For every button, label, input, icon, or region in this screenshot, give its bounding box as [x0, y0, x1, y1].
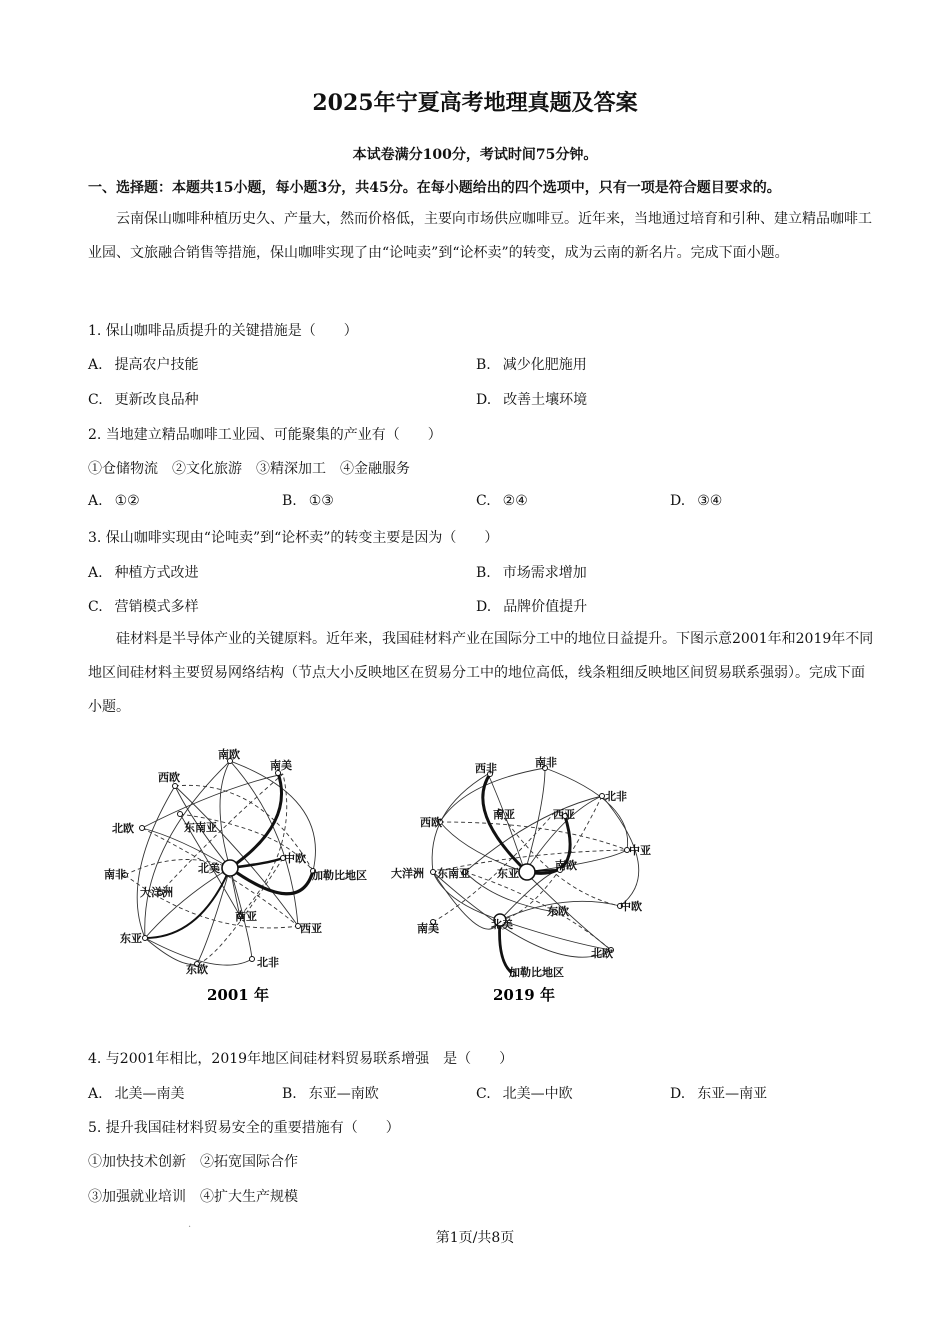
q2-option-c[interactable]: C. ②④	[476, 493, 528, 509]
node-label: 中亚	[629, 844, 651, 857]
node-label: 加勒比地区	[312, 869, 367, 882]
node-label: 南美	[270, 759, 292, 772]
node-label: 南美	[417, 922, 439, 935]
node-label: 大洋洲	[391, 867, 424, 880]
node-label: 南亚	[235, 910, 257, 923]
footer-mark: ·	[188, 1222, 192, 1233]
node-label: 东亚	[497, 867, 519, 880]
question-5-stem: 5. 提升我国硅材料贸易安全的重要措施有（ ）	[88, 1120, 400, 1136]
q3-option-d[interactable]: D. 品牌价值提升	[476, 599, 588, 615]
page-number: 第1页/共8页	[435, 1230, 515, 1246]
node-label: 东南亚	[437, 867, 470, 880]
node-label: 北美	[198, 862, 220, 875]
node-label: 北美	[491, 918, 513, 931]
node-label: 东亚	[120, 932, 142, 945]
node-label: 加勒比地区	[509, 966, 564, 979]
node-label: 西非	[475, 762, 497, 775]
exam-info: 本试卷满分100分，考试时间75分钟。	[352, 147, 598, 163]
node-label: 中欧	[284, 852, 306, 865]
node-label: 南非	[104, 868, 126, 881]
q1-option-d[interactable]: D. 改善土壤环境	[476, 392, 588, 408]
node-label: 东欧	[547, 905, 569, 918]
node-label: 大洋洲	[140, 886, 173, 899]
q2-option-d[interactable]: D. ③④	[670, 493, 723, 509]
q1-option-c[interactable]: C. 更新改良品种	[88, 392, 199, 408]
q4-option-c[interactable]: C. 北美—中欧	[476, 1086, 573, 1102]
q3-option-a[interactable]: A. 种植方式改进	[88, 565, 199, 581]
q1-option-a[interactable]: A. 提高农户技能	[88, 357, 199, 373]
section-heading: 一、选择题：本题共15小题，每小题3分，共45分。在每小题给出的四个选项中，只有一项是符合题目要求的。	[88, 180, 781, 196]
node-label: 西亚	[300, 922, 322, 935]
node-label: 中欧	[620, 900, 642, 913]
node-label: 西亚	[553, 808, 575, 821]
network-diagram-2019	[391, 752, 685, 1008]
question-5-items-2: ③加强就业培训 ④扩大生产规模	[88, 1189, 298, 1205]
figure-caption-2019: 2019 年	[493, 986, 555, 1004]
passage-coffee: 云南保山咖啡种植历史久、产量大，然而价格低，主要向市场供应咖啡豆。近年来，当地通过培育和引种、建立精品咖啡工业园、文旅融合销售等措施，保山咖啡实现了由“论吨卖”到“论杯卖”的转变，成为云南的新名片。完成下面小题。	[88, 211, 872, 261]
node-label: 东南亚	[184, 821, 217, 834]
node-label: 北非	[257, 956, 279, 969]
q2-option-a[interactable]: A. ①②	[88, 493, 140, 509]
question-1-stem: 1. 保山咖啡品质提升的关键措施是（ ）	[88, 323, 358, 339]
q4-option-b[interactable]: B. 东亚—南欧	[282, 1086, 379, 1102]
node-label: 西欧	[158, 771, 180, 784]
node-label: 南欧	[555, 859, 577, 872]
node-label: 南非	[535, 756, 557, 769]
question-4-stem: 4. 与2001年相比，2019年地区间硅材料贸易联系增强 是（ ）	[88, 1051, 514, 1067]
node-label: 北非	[605, 790, 627, 803]
figure-caption-2001: 2001 年	[207, 986, 269, 1004]
question-3-stem: 3. 保山咖啡实现由“论吨卖”到“论杯卖”的转变主要是因为（ ）	[88, 530, 499, 546]
q1-option-b[interactable]: B. 减少化肥施用	[476, 357, 587, 373]
node-label: 东欧	[186, 963, 208, 976]
q3-option-b[interactable]: B. 市场需求增加	[476, 565, 587, 581]
node-label: 北欧	[112, 822, 134, 835]
page-title: 2025年宁夏高考地理真题及答案	[312, 90, 638, 116]
question-2-items: ①仓储物流 ②文化旅游 ③精深加工 ④金融服务	[88, 461, 410, 477]
question-2-stem: 2. 当地建立精品咖啡工业园、可能聚集的产业有（ ）	[88, 427, 442, 443]
passage-silicon: 硅材料是半导体产业的关键原料。近年来，我国硅材料产业在国际分工中的地位日益提升。下图示意2001年和2019年不同地区间硅材料主要贸易网络结构（节点大小反映地区在贸易分工中的地位高低，线条粗细反映地区间贸易联系强弱）。完成下面小题。	[88, 631, 874, 715]
question-5-items-1: ①加快技术创新 ②拓宽国际合作	[88, 1154, 298, 1170]
node-label: 西欧	[420, 816, 442, 829]
node-label: 北欧	[591, 947, 613, 960]
q4-option-a[interactable]: A. 北美—南美	[88, 1086, 185, 1102]
network-diagram-2001	[100, 738, 390, 1008]
node-label: 南欧	[218, 748, 240, 761]
q4-option-d[interactable]: D. 东亚—南亚	[670, 1086, 768, 1102]
q2-option-b[interactable]: B. ①③	[282, 493, 334, 509]
node-label: 南亚	[493, 808, 515, 821]
q3-option-c[interactable]: C. 营销模式多样	[88, 599, 199, 615]
